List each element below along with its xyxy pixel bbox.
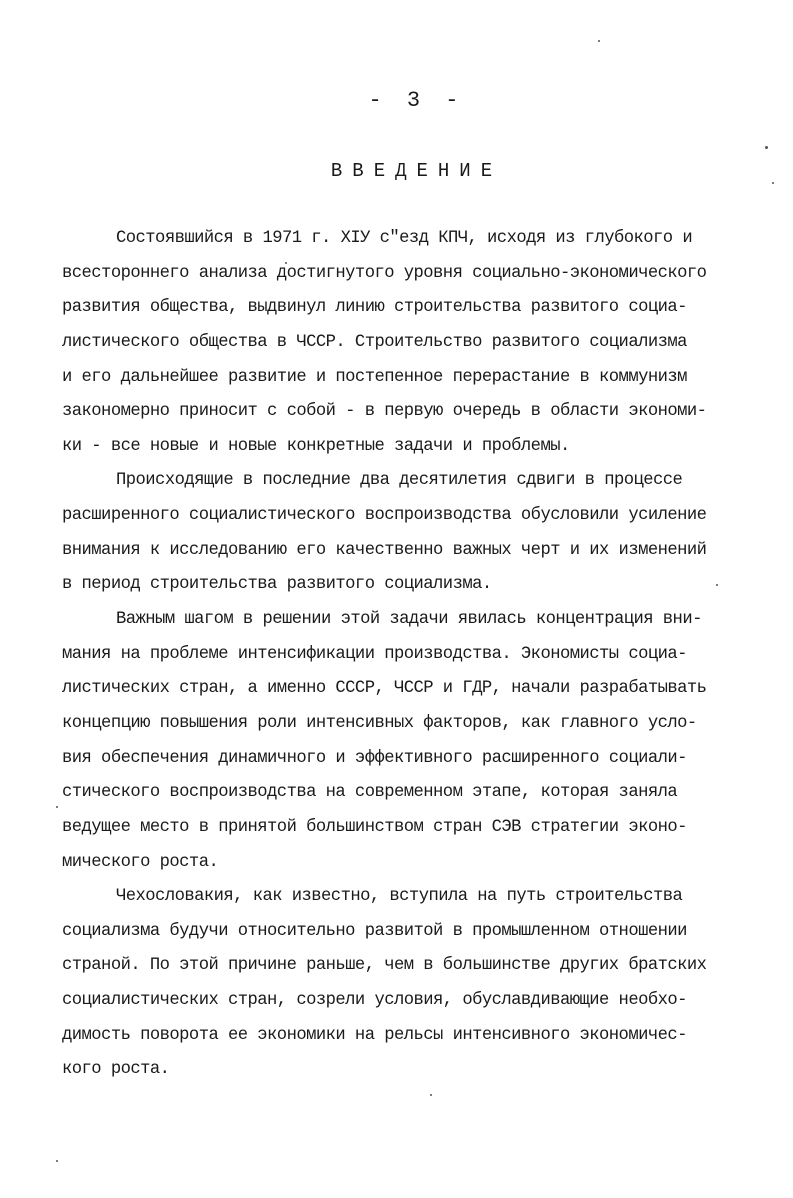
scan-speck [56, 806, 58, 808]
scan-speck [56, 1160, 58, 1162]
paragraph-1-line-4: листического общества в ЧССР. Строительство развитого социализма [62, 332, 687, 352]
scan-speck [598, 40, 600, 42]
paragraph-3-line-7: ведущее место в принятой большинством стран СЭВ стратегии эконо- [62, 817, 687, 837]
scan-speck [285, 262, 287, 264]
paragraph-3-line-8: мического роста. [62, 852, 219, 872]
paragraph-1-line-3: развития общества, выдвинул линию строительства развитого социа- [62, 298, 687, 318]
paragraph-3-line-3: листических стран, а именно СССР, ЧССР и ГДР, начали разрабатывать [62, 679, 707, 699]
paragraph-4-line-5: димость поворота ее экономики на рельсы интенсивного экономичес- [62, 1025, 687, 1045]
scan-speck [430, 1094, 432, 1096]
paragraph-3-line-4: концепцию повышения роли интенсивных факторов, как главного усло- [62, 713, 697, 733]
paragraph-1-line-6: закономерно приносит с собой - в первую очередь в области экономи- [62, 402, 707, 422]
paragraph-3-line-5: вия обеспечения динамичного и эффективного расширенного социали- [62, 748, 687, 768]
paragraph-2-line-1: Происходящие в последние два десятилетия сдвиги в процессе [116, 471, 683, 491]
paragraph-1-line-5: и его дальнейшее развитие и постепенное перерастание в коммунизм [62, 367, 687, 387]
paragraph-1-line-2: всестороннего анализа достигнутого уровня социально-экономического [62, 263, 707, 283]
paragraph-2-line-2: расширенного социалистического воспроизводства обусловили усиление [62, 506, 707, 526]
paragraph-2-line-3: внимания к исследованию его качественно важных черт и их изменений [62, 540, 707, 560]
section-heading: ВВЕДЕНИЕ [330, 160, 503, 182]
paragraph-3-line-2: мания на проблеме интенсификации производства. Экономисты социа- [62, 644, 687, 664]
paragraph-4-line-4: социалистических стран, созрели условия, обуславдивающие необхо- [62, 991, 687, 1011]
scan-speck [772, 182, 774, 184]
scan-speck [765, 146, 768, 149]
paragraph-3-line-1: Важным шагом в решении этой задачи явилась концентрация вни- [116, 610, 702, 630]
paragraph-1-line-7: ки - все новые и новые конкретные задачи и проблемы. [62, 436, 570, 456]
paragraph-2-line-4: в период строительства развитого социализма. [62, 575, 492, 595]
scan-speck [716, 584, 718, 586]
page-number: - 3 - [368, 88, 465, 113]
paragraph-4-line-6: кого роста. [62, 1060, 170, 1080]
paragraph-1-line-1: Состоявшийся в 1971 г. XIУ с"езд КПЧ, исходя из глубокого и [116, 229, 693, 248]
paragraph-4-line-2: социализма будучи относительно развитой в промышленном отношении [62, 921, 687, 941]
paragraph-4-line-3: страной. По этой причине раньше, чем в большинстве других братских [62, 956, 707, 976]
paragraph-4-line-1: Чехословакия, как известно, вступила на путь строительства [116, 887, 683, 907]
paragraph-3-line-6: стического воспроизводства на современном этапе, которая заняла [62, 783, 678, 803]
body-text [62, 222, 774, 1088]
